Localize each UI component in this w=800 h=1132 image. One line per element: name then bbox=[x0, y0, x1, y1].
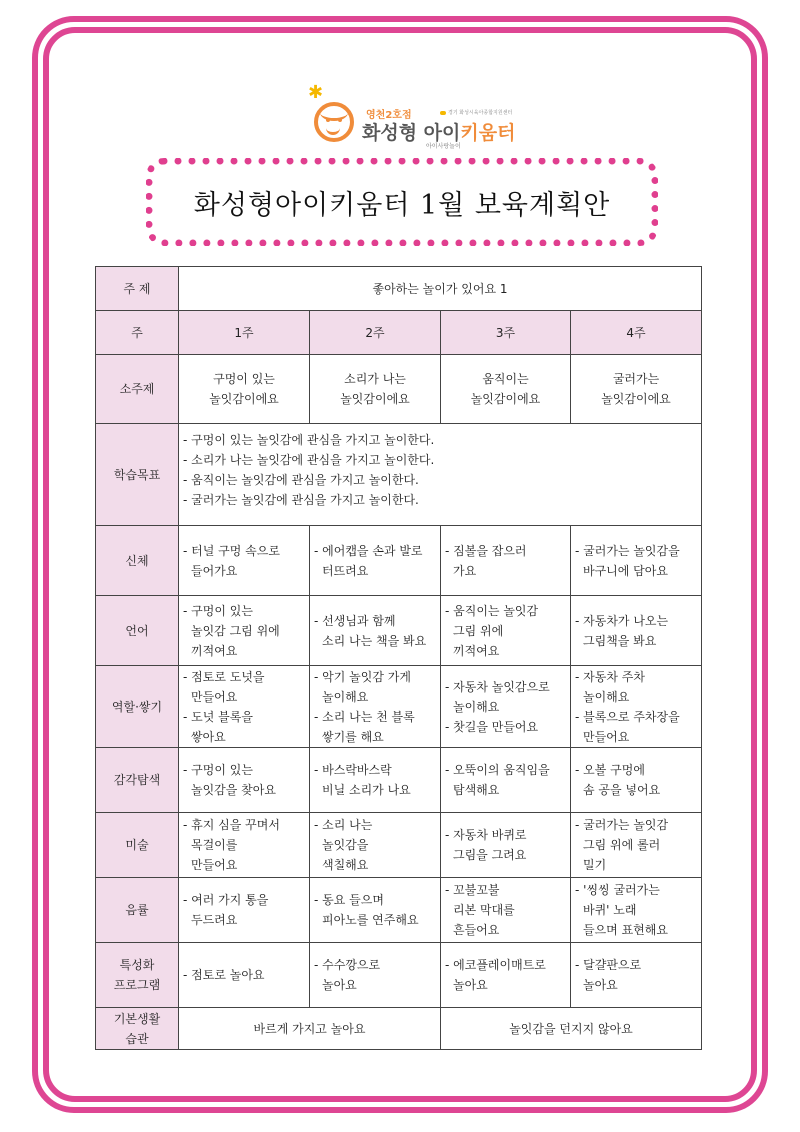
activity-row-art bbox=[96, 813, 702, 878]
habits-label: 기본생활 습관 bbox=[96, 1008, 179, 1050]
row-label: 언어 bbox=[96, 596, 179, 666]
theme-value: 좋아하는 놀이가 있어요 1 bbox=[179, 267, 702, 311]
page-title: 화성형아이키움터 1월 보육계획안 bbox=[193, 189, 611, 221]
subtopic-cell: 굴러가는 놀잇감이에요 bbox=[571, 355, 702, 424]
org-logo-icon bbox=[440, 111, 446, 115]
row-label: 역할·쌓기 bbox=[96, 666, 179, 748]
habit-value: 놀잇감을 던지지 않아요 bbox=[441, 1008, 702, 1050]
theme-label: 주 제 bbox=[96, 267, 179, 311]
hair-icon bbox=[320, 104, 348, 121]
activity-cell: - 자동차 바퀴로 그림을 그려요 bbox=[441, 813, 571, 878]
activity-cell: - 바스락바스락 비닐 소리가 나요 bbox=[310, 748, 441, 813]
activity-cell: - 선생님과 함께 소리 나는 책을 봐요 bbox=[310, 596, 441, 666]
goal-item: - 구멍이 있는 놀잇감에 관심을 가지고 놀이한다. bbox=[183, 433, 435, 447]
activity-cell: - 동요 들으며 피아노를 연주해요 bbox=[310, 878, 441, 943]
habits-row bbox=[96, 1008, 702, 1050]
theme-row bbox=[96, 267, 702, 311]
activity-cell: - 악기 놀잇감 가게 놀이해요 - 소리 나는 천 블록 쌓기를 해요 bbox=[310, 666, 441, 748]
logo-name: 화성형 아이키움터 bbox=[362, 122, 516, 144]
eye-icon bbox=[326, 118, 330, 122]
activity-cell: - 수수깡으로 놀아요 bbox=[310, 943, 441, 1008]
activity-cell: - 자동차 놀잇감으로 놀이해요 - 찻길을 만들어요 bbox=[441, 666, 571, 748]
subtopic-cell: 움직이는 놀잇감이에요 bbox=[441, 355, 571, 424]
activity-cell: - 움직이는 놀잇감 그림 위에 끼적여요 bbox=[441, 596, 571, 666]
title-box bbox=[146, 158, 658, 246]
activity-cell: - 점토로 놀아요 bbox=[179, 943, 310, 1008]
subtopic-cell: 소리가 나는 놀잇감이에요 bbox=[310, 355, 441, 424]
row-label: 감각탐색 bbox=[96, 748, 179, 813]
weeks-row bbox=[96, 311, 702, 355]
activity-cell: - 구멍이 있는 놀잇감을 찾아요 bbox=[179, 748, 310, 813]
goals-row bbox=[96, 424, 702, 526]
activity-cell: - '씽씽 굴러가는 바퀴' 노래 들으며 표현해요 bbox=[571, 878, 702, 943]
subtopic-label: 소주제 bbox=[96, 355, 179, 424]
activity-cell: - 굴러가는 놀잇감 그림 위에 롤러 밀기 bbox=[571, 813, 702, 878]
activity-row-special-program bbox=[96, 943, 702, 1008]
activity-cell: - 달걀판으로 놀아요 bbox=[571, 943, 702, 1008]
activity-cell: - 자동차가 나오는 그림책을 봐요 bbox=[571, 596, 702, 666]
activity-cell: - 꼬불꼬불 리본 막대를 흔들어요 bbox=[441, 878, 571, 943]
star-icon: ✱ bbox=[308, 82, 324, 103]
activity-cell: - 굴러가는 놀잇감을 바구니에 담아요 bbox=[571, 526, 702, 596]
week-2: 2주 bbox=[310, 311, 441, 355]
center-logo bbox=[308, 82, 520, 152]
row-label: 신체 bbox=[96, 526, 179, 596]
week-1: 1주 bbox=[179, 311, 310, 355]
activity-cell: - 에코플레이매트로 놀아요 bbox=[441, 943, 571, 1008]
row-label: 미술 bbox=[96, 813, 179, 878]
habit-value: 바르게 가지고 놀아요 bbox=[179, 1008, 441, 1050]
logo-org: 경기 화성시육아종합지원센터 bbox=[440, 109, 512, 116]
activity-cell: - 휴지 심을 꾸며서 목걸이를 만들어요 bbox=[179, 813, 310, 878]
week-3: 3주 bbox=[441, 311, 571, 355]
goals-label: 학습목표 bbox=[96, 424, 179, 526]
weeks-label: 주 bbox=[96, 311, 179, 355]
activity-cell: - 점토로 도넛을 만들어요 - 도넛 블록을 쌓아요 bbox=[179, 666, 310, 748]
plan-table bbox=[95, 266, 702, 1050]
activity-row-physical bbox=[96, 526, 702, 596]
logo-tagline: 아이사랑놀이 bbox=[426, 143, 461, 150]
activity-cell: - 오볼 구멍에 솜 공을 넣어요 bbox=[571, 748, 702, 813]
activity-row-music bbox=[96, 878, 702, 943]
goal-item: - 소리가 나는 놀잇감에 관심을 가지고 놀이한다. bbox=[183, 453, 435, 467]
logo-branch: 영천2호점 bbox=[366, 110, 412, 121]
week-4: 4주 bbox=[571, 311, 702, 355]
eye-icon bbox=[338, 118, 342, 122]
row-label: 특성화 프로그램 bbox=[96, 943, 179, 1008]
activity-cell: - 구멍이 있는 놀잇감 그림 위에 끼적여요 bbox=[179, 596, 310, 666]
activity-row-roleplay-blocks bbox=[96, 666, 702, 748]
subtopic-row bbox=[96, 355, 702, 424]
activity-row-language bbox=[96, 596, 702, 666]
subtopic-cell: 구멍이 있는 놀잇감이에요 bbox=[179, 355, 310, 424]
activity-cell: - 에어캡을 손과 발로 터뜨려요 bbox=[310, 526, 441, 596]
activity-cell: - 터널 구멍 속으로 들어가요 bbox=[179, 526, 310, 596]
row-label: 음률 bbox=[96, 878, 179, 943]
activity-cell: - 소리 나는 놀잇감을 색칠해요 bbox=[310, 813, 441, 878]
activity-cell: - 짐볼을 잡으러 가요 bbox=[441, 526, 571, 596]
activity-cell: - 여러 가지 통을 두드려요 bbox=[179, 878, 310, 943]
activity-cell: - 오뚝이의 움직임을 탐색해요 bbox=[441, 748, 571, 813]
activity-cell: - 자동차 주차 놀이해요 - 블록으로 주차장을 만들어요 bbox=[571, 666, 702, 748]
goal-item: - 움직이는 놀잇감에 관심을 가지고 놀이한다. bbox=[183, 473, 419, 487]
goal-item: - 굴러가는 놀잇감에 관심을 가지고 놀이한다. bbox=[183, 493, 419, 507]
goals-cell bbox=[179, 424, 702, 526]
activity-row-sensory bbox=[96, 748, 702, 813]
